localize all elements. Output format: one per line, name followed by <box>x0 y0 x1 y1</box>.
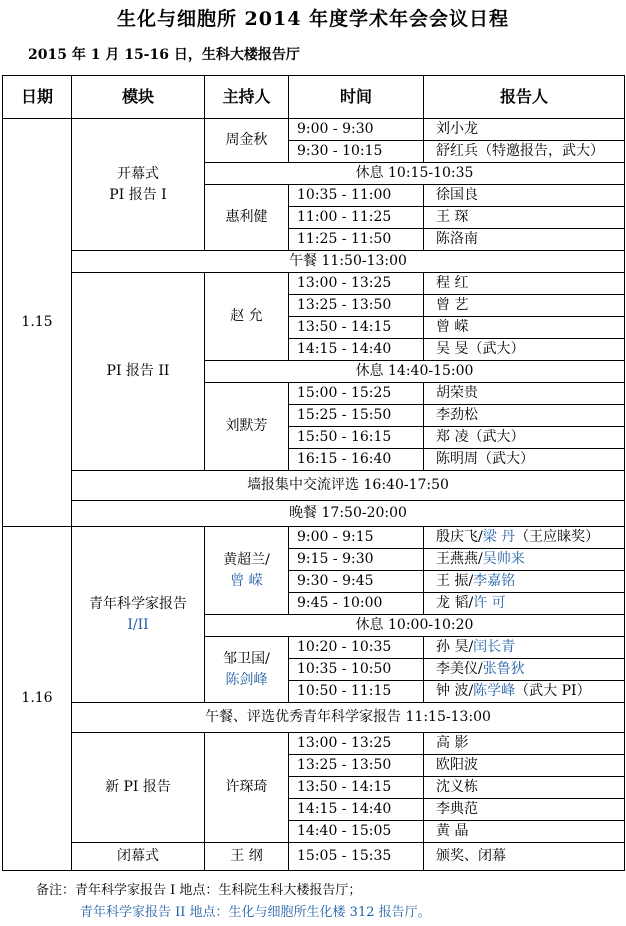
time-cell: 14:15 - 14:40 <box>289 339 424 361</box>
module-cell: 闭幕式 <box>72 843 205 871</box>
speaker-cell: 徐国良 <box>424 185 625 207</box>
page-subtitle: 2015 年 1 月 15-16 日，生科大楼报告厅 <box>28 47 300 63</box>
speaker-cell <box>424 593 625 615</box>
host-cell: 惠利健 <box>205 185 289 251</box>
break-row <box>3 501 625 527</box>
header-row <box>3 76 625 119</box>
speaker-name: 许 可 <box>473 595 506 611</box>
module-label: 开幕式 <box>117 165 159 182</box>
speaker-name: 梁 丹 <box>482 529 516 545</box>
speaker-cell: 高 影 <box>424 733 625 755</box>
dinner-cell: 晚餐 17:50-20:00 <box>72 501 625 527</box>
day-cell: 1.16 <box>3 527 72 871</box>
speaker-name: 钟 波/ <box>436 683 474 699</box>
lunch-cell: 午餐 11:50-13:00 <box>72 251 625 273</box>
speaker-cell: 曾 艺 <box>424 295 625 317</box>
time-cell: 9:15 - 9:30 <box>289 549 424 571</box>
note-line: 备注：青年科学家报告 I 地点：生科院生科大楼报告厅； <box>36 883 362 898</box>
break-cell: 休息 10:00-10:20 <box>205 615 625 637</box>
speaker-cell <box>424 659 625 681</box>
speaker-name: 张鲁狄 <box>482 661 525 677</box>
module-cell: PI 报告 II <box>72 273 205 471</box>
time-cell: 13:00 - 13:25 <box>289 733 424 755</box>
table-row <box>3 273 625 295</box>
schedule-table <box>2 75 625 871</box>
speaker-cell <box>424 637 625 659</box>
speaker-cell: 郑 凌（武大） <box>424 427 625 449</box>
speaker-cell: 舒红兵（特邀报告，武大） <box>424 141 625 163</box>
host-name: 邹卫国/ <box>223 650 270 667</box>
lunch-cell: 午餐、评选优秀青年科学家报告 11:15-13:00 <box>72 703 625 733</box>
header-host: 主持人 <box>205 76 289 119</box>
host-name: 曾 嵘 <box>230 572 263 589</box>
time-cell: 11:25 - 11:50 <box>289 229 424 251</box>
break-row <box>3 251 625 273</box>
speaker-cell: 刘小龙 <box>424 119 625 141</box>
speaker-name: 吴帅来 <box>482 551 525 567</box>
time-cell: 13:25 - 13:50 <box>289 295 424 317</box>
host-cell: 王 纲 <box>205 843 289 871</box>
break-cell: 休息 10:15-10:35 <box>205 163 625 185</box>
speaker-cell: 程 红 <box>424 273 625 295</box>
host-cell <box>205 637 289 703</box>
time-cell: 14:40 - 15:05 <box>289 821 424 843</box>
time-cell: 10:50 - 11:15 <box>289 681 424 703</box>
module-cell <box>72 527 205 703</box>
module-cell: 新 PI 报告 <box>72 733 205 843</box>
time-cell: 9:00 - 9:30 <box>289 119 424 141</box>
time-cell: 15:00 - 15:25 <box>289 383 424 405</box>
time-cell: 13:50 - 14:15 <box>289 317 424 339</box>
speaker-name: 李嘉铭 <box>473 573 516 589</box>
time-cell: 16:15 - 16:40 <box>289 449 424 471</box>
speaker-cell: 李典范 <box>424 799 625 821</box>
break-row <box>3 703 625 733</box>
host-name: 陈剑峰 <box>225 671 268 688</box>
time-cell: 14:15 - 14:40 <box>289 799 424 821</box>
time-cell: 15:05 - 15:35 <box>289 843 424 871</box>
break-cell: 休息 14:40-15:00 <box>205 361 625 383</box>
module-label: I/II <box>127 616 149 633</box>
module-label: 青年科学家报告 <box>89 595 187 612</box>
speaker-cell: 曾 嵘 <box>424 317 625 339</box>
speaker-name: 王燕燕/ <box>436 551 483 567</box>
speaker-name: 孙 昊/ <box>436 639 474 655</box>
header-time: 时间 <box>289 76 424 119</box>
time-cell: 9:30 - 9:45 <box>289 571 424 593</box>
time-cell: 13:00 - 13:25 <box>289 273 424 295</box>
time-cell: 15:25 - 15:50 <box>289 405 424 427</box>
speaker-cell <box>424 681 625 703</box>
speaker-name: 殷庆飞/ <box>436 529 483 545</box>
module-label: PI 报告 I <box>109 186 167 203</box>
table-row <box>3 527 625 549</box>
time-cell: 9:45 - 10:00 <box>289 593 424 615</box>
header-speaker: 报告人 <box>424 76 625 119</box>
speaker-cell <box>424 527 625 549</box>
time-cell: 11:00 - 11:25 <box>289 207 424 229</box>
speaker-name: 王 振/ <box>436 573 474 589</box>
time-cell: 10:35 - 10:50 <box>289 659 424 681</box>
host-cell <box>205 527 289 615</box>
header-date: 日期 <box>3 76 72 119</box>
speaker-name: 陈学峰 <box>473 683 516 699</box>
note-line: 青年科学家报告 II 地点：生化与细胞所生化楼 312 报告厅。 <box>80 905 431 920</box>
speaker-cell: 陈明周（武大） <box>424 449 625 471</box>
poster-cell: 墙报集中交流评选 16:40-17:50 <box>72 471 625 501</box>
host-cell: 许琛琦 <box>205 733 289 843</box>
table-row <box>3 843 625 871</box>
speaker-cell: 陈洛南 <box>424 229 625 251</box>
time-cell: 10:35 - 11:00 <box>289 185 424 207</box>
day-cell: 1.15 <box>3 119 72 527</box>
break-row <box>3 471 625 501</box>
time-cell: 9:30 - 10:15 <box>289 141 424 163</box>
host-cell: 周金秋 <box>205 119 289 163</box>
speaker-cell: 胡荣贵 <box>424 383 625 405</box>
time-cell: 9:00 - 9:15 <box>289 527 424 549</box>
speaker-name: 龙 韬/ <box>436 595 474 611</box>
speaker-cell: 颁奖、闭幕 <box>424 843 625 871</box>
host-name: 黄超兰/ <box>223 551 270 568</box>
speaker-note: （武大 PI） <box>515 683 591 699</box>
table-row <box>3 119 625 141</box>
page-title: 生化与细胞所 2014 年度学术年会会议日程 <box>116 8 510 30</box>
speaker-name: 闰长青 <box>473 639 516 655</box>
table-row <box>3 733 625 755</box>
time-cell: 15:50 - 16:15 <box>289 427 424 449</box>
time-cell: 13:25 - 13:50 <box>289 755 424 777</box>
host-cell: 刘默芳 <box>205 383 289 471</box>
speaker-name: 李美仪/ <box>436 661 483 677</box>
speaker-cell: 李劲松 <box>424 405 625 427</box>
time-cell: 13:50 - 14:15 <box>289 777 424 799</box>
speaker-note: （王应睐奖） <box>515 529 600 545</box>
speaker-cell: 吴 旻（武大） <box>424 339 625 361</box>
header-module: 模块 <box>72 76 205 119</box>
speaker-cell: 欧阳波 <box>424 755 625 777</box>
notes <box>36 880 431 924</box>
speaker-cell <box>424 571 625 593</box>
time-cell: 10:20 - 10:35 <box>289 637 424 659</box>
speaker-cell <box>424 549 625 571</box>
speaker-cell: 沈义栋 <box>424 777 625 799</box>
speaker-cell: 王 琛 <box>424 207 625 229</box>
host-cell: 赵 允 <box>205 273 289 361</box>
speaker-cell: 黄 晶 <box>424 821 625 843</box>
module-cell <box>72 119 205 251</box>
